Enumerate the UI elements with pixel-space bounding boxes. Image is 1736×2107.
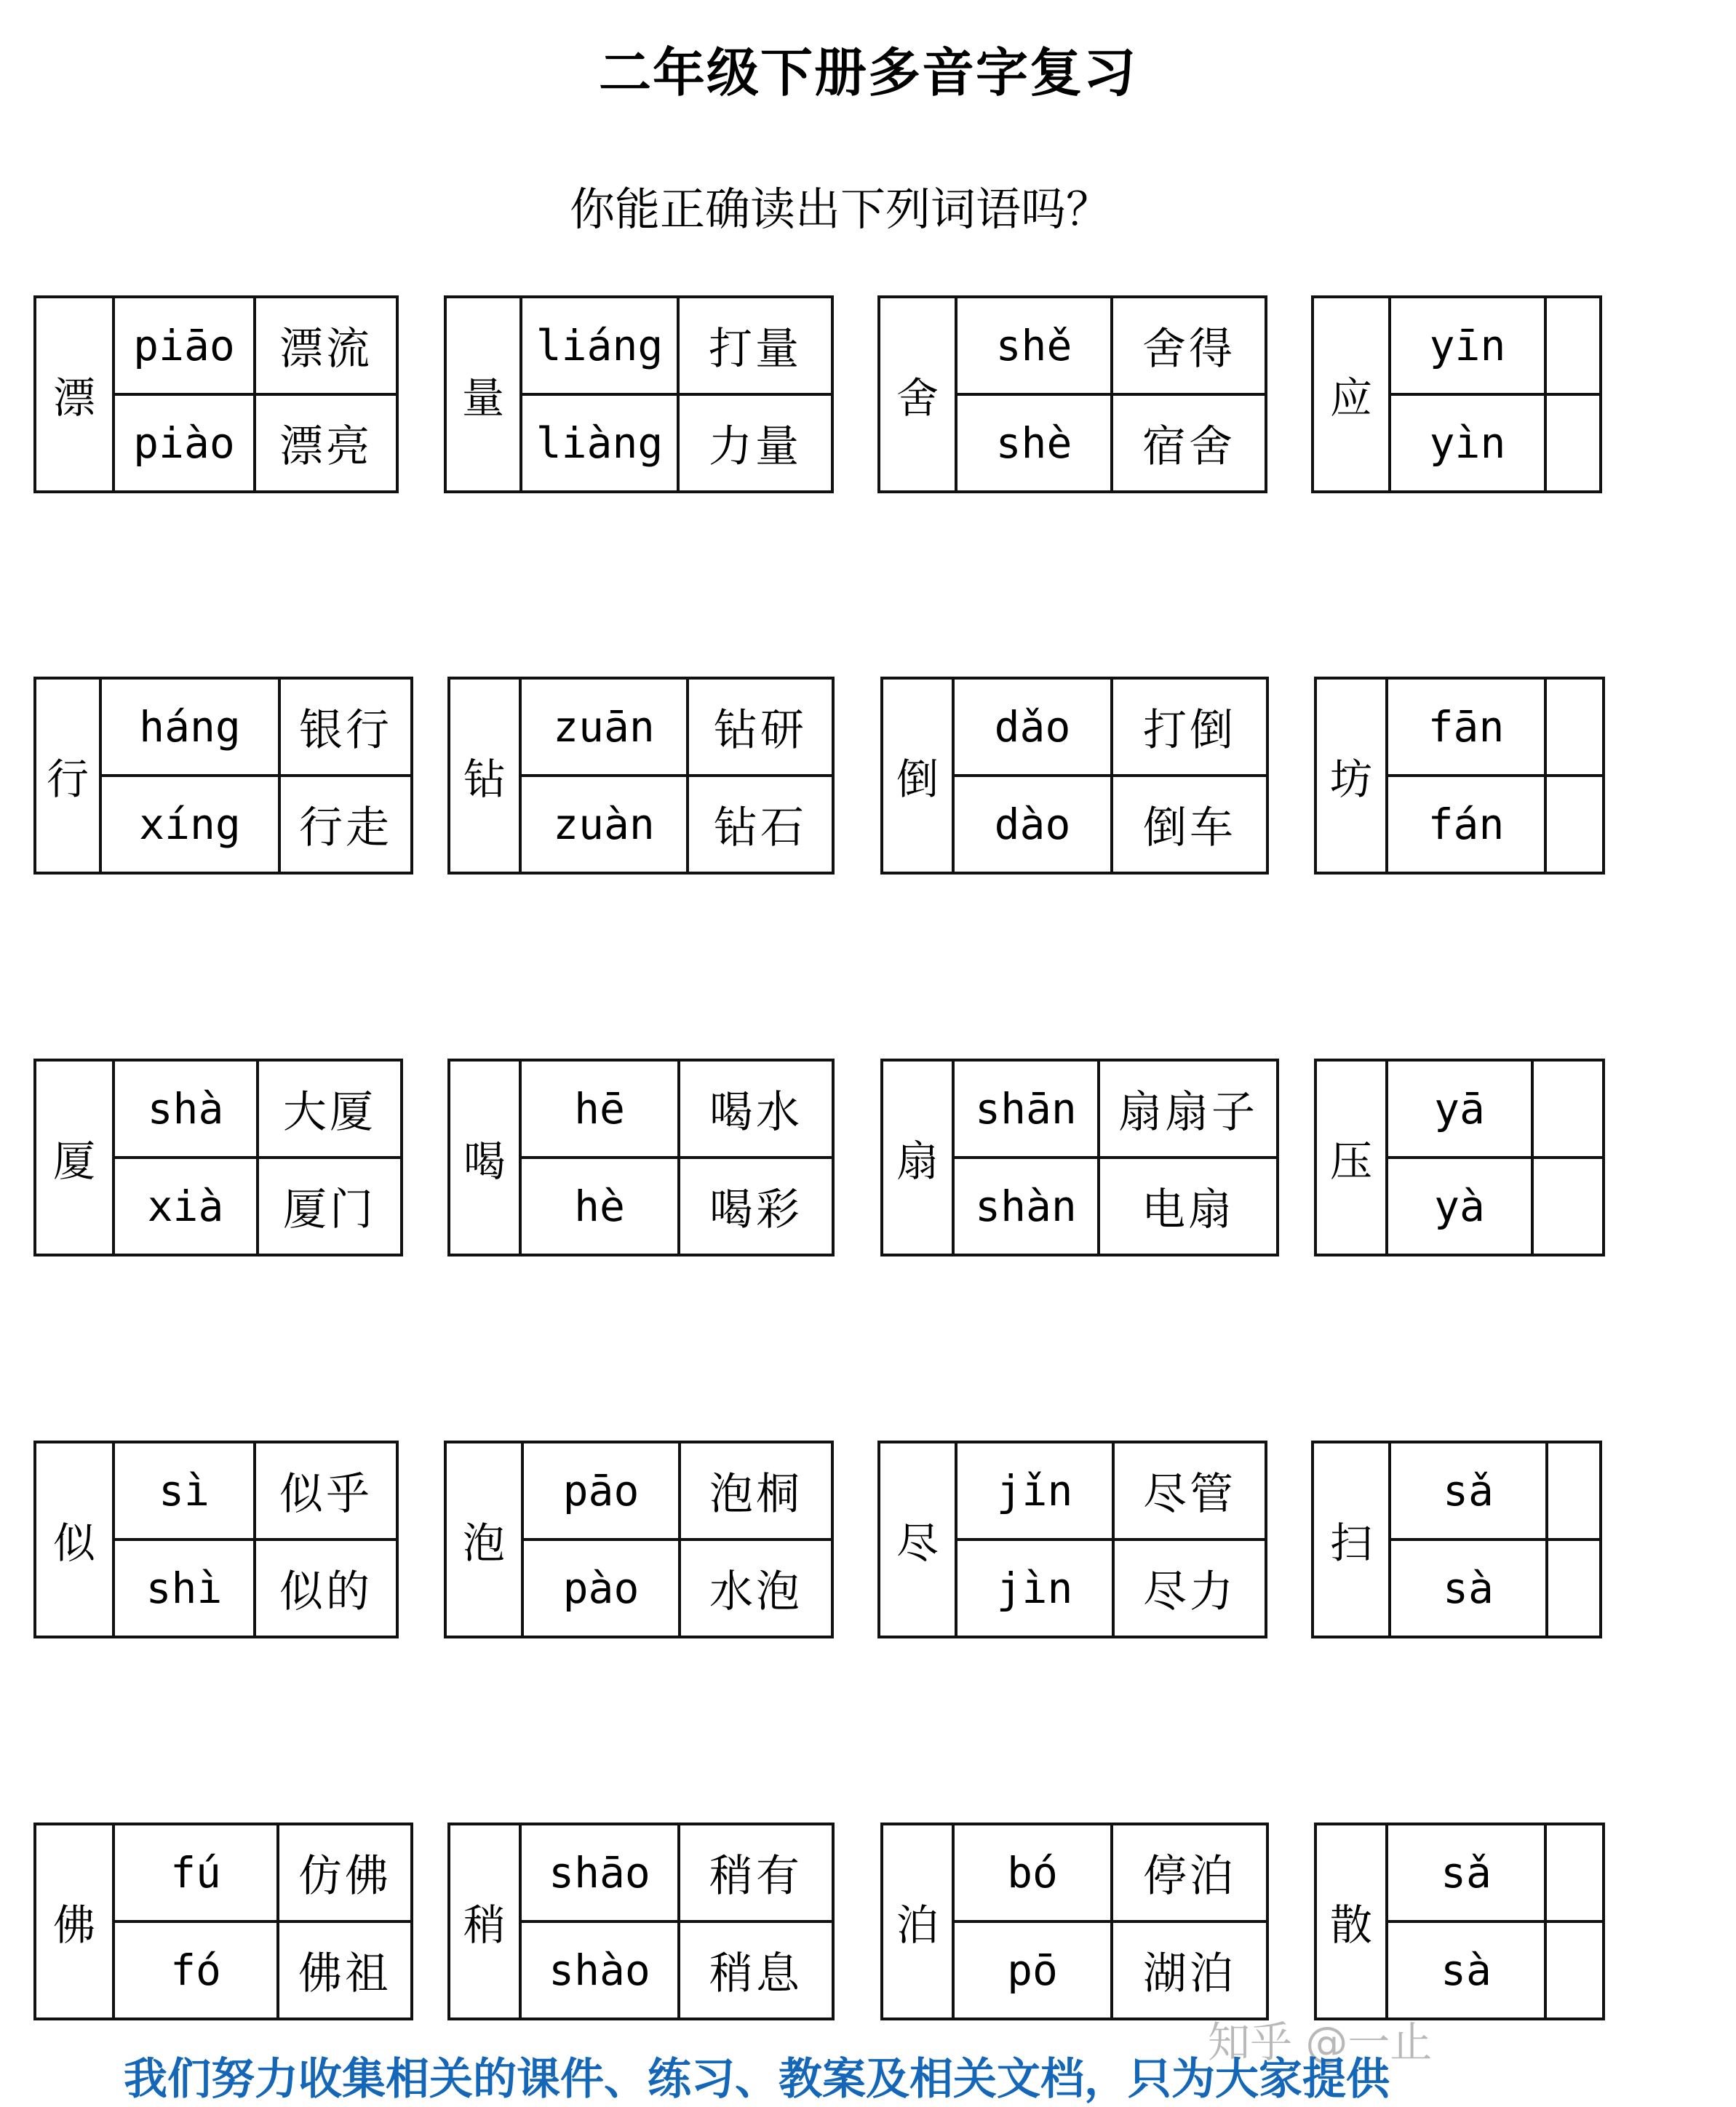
polyphone-card	[447, 1823, 835, 2020]
word-cell: 似的	[279, 1566, 373, 1617]
word-cell: 打倒	[1143, 705, 1236, 756]
pinyin-cell: sǎ	[1441, 1848, 1492, 1897]
pinyin-cell: piào	[133, 418, 235, 468]
pinyin-cell: yà	[1434, 1182, 1485, 1231]
word-cell: 仿佛	[298, 1851, 391, 1902]
polyphone-card	[1311, 1441, 1602, 1638]
polyphone-card	[880, 1059, 1279, 1256]
word-cell: 尽管	[1143, 1469, 1236, 1520]
polyphone-char: 坊	[1329, 754, 1372, 804]
word-cell: 喝水	[709, 1087, 803, 1138]
pinyin-cell: shì	[146, 1564, 223, 1613]
polyphone-card	[880, 1823, 1269, 2020]
polyphone-char: 钻	[463, 754, 506, 804]
word-cell: 漂亮	[279, 421, 373, 472]
polyphone-char: 喝	[463, 1136, 506, 1186]
polyphone-char: 漂	[52, 373, 95, 423]
polyphone-card	[444, 1441, 834, 1638]
page-title: 二年级下册多音字复习	[598, 42, 1137, 103]
word-cell	[1548, 1443, 1599, 1538]
word-cell: 似乎	[279, 1469, 373, 1520]
polyphone-card	[33, 1441, 399, 1638]
polyphone-card	[447, 677, 835, 875]
pinyin-cell: sà	[1443, 1564, 1494, 1613]
pinyin-cell: pō	[1007, 1945, 1058, 1995]
polyphone-card	[33, 295, 399, 493]
word-cell: 舍得	[1142, 324, 1235, 375]
pinyin-cell: shān	[975, 1084, 1077, 1134]
polyphone-card	[444, 295, 834, 493]
pinyin-cell: liáng	[535, 321, 664, 370]
polyphone-char: 舍	[896, 373, 939, 423]
word-cell: 尽力	[1143, 1566, 1236, 1617]
pinyin-cell: shě	[995, 321, 1072, 370]
word-cell: 行走	[299, 802, 392, 853]
word-cell: 力量	[709, 421, 802, 472]
word-cell: 打量	[709, 324, 802, 375]
polyphone-char: 量	[461, 373, 504, 423]
polyphone-char: 佛	[52, 1900, 95, 1950]
pinyin-cell: zuān	[553, 702, 655, 752]
word-cell: 倒车	[1143, 802, 1236, 853]
polyphone-card	[1311, 295, 1602, 493]
pinyin-cell: yā	[1434, 1084, 1485, 1134]
pinyin-cell: shàn	[975, 1182, 1077, 1231]
word-cell: 厦门	[283, 1184, 376, 1235]
word-cell: 电扇	[1142, 1184, 1235, 1235]
polyphone-char: 扫	[1329, 1518, 1372, 1568]
pinyin-cell: pāo	[562, 1466, 640, 1515]
word-cell: 稍有	[709, 1851, 803, 1902]
pinyin-cell: bó	[1007, 1848, 1058, 1897]
polyphone-card	[1314, 1059, 1605, 1256]
pinyin-cell: dǎo	[994, 702, 1071, 752]
pinyin-cell: fán	[1428, 800, 1505, 849]
pinyin-cell: sì	[159, 1466, 210, 1515]
word-cell: 湖泊	[1143, 1948, 1236, 1999]
polyphone-char: 厦	[52, 1136, 95, 1186]
word-cell	[1547, 1923, 1602, 2018]
word-cell	[1534, 1159, 1602, 1254]
word-cell	[1547, 1825, 1602, 1920]
pinyin-cell: sà	[1441, 1945, 1492, 1995]
pinyin-cell: shà	[147, 1084, 224, 1134]
pinyin-cell: fú	[170, 1848, 221, 1897]
word-cell: 大厦	[283, 1087, 376, 1138]
pinyin-cell: shāo	[549, 1848, 650, 1897]
word-cell	[1547, 298, 1599, 393]
pinyin-cell: xíng	[139, 800, 241, 849]
polyphone-char: 泡	[462, 1518, 505, 1568]
pinyin-cell: jìn	[996, 1564, 1073, 1613]
pinyin-cell: pào	[562, 1564, 640, 1613]
word-cell	[1534, 1062, 1602, 1156]
polyphone-card	[877, 1441, 1267, 1638]
pinyin-cell: liàng	[535, 418, 664, 468]
pinyin-cell: sǎ	[1443, 1466, 1494, 1515]
polyphone-card	[33, 1059, 403, 1256]
word-cell: 佛祖	[298, 1948, 391, 1999]
polyphone-char: 压	[1329, 1136, 1372, 1186]
pinyin-cell: fān	[1428, 702, 1505, 752]
watermark: 知乎 @一止	[1208, 2018, 1433, 2067]
pinyin-cell: yìn	[1429, 418, 1506, 468]
polyphone-char: 稍	[463, 1900, 506, 1950]
polyphone-char: 尽	[896, 1518, 939, 1568]
word-cell	[1547, 396, 1599, 490]
pinyin-cell: piāo	[133, 321, 235, 370]
polyphone-char: 扇	[896, 1136, 939, 1186]
pinyin-cell: hē	[574, 1084, 625, 1134]
pinyin-cell: shè	[995, 418, 1072, 468]
word-cell: 宿舍	[1142, 421, 1235, 472]
polyphone-card	[880, 677, 1269, 875]
word-cell: 银行	[299, 705, 392, 756]
polyphone-card	[1314, 1823, 1605, 2020]
pinyin-cell: xià	[147, 1182, 224, 1231]
word-cell	[1548, 1541, 1599, 1636]
word-cell: 喝彩	[709, 1184, 803, 1235]
pinyin-cell: zuàn	[553, 800, 655, 849]
pinyin-cell: dào	[994, 800, 1071, 849]
polyphone-card	[33, 677, 413, 875]
polyphone-card	[33, 1823, 413, 2020]
word-cell: 泡桐	[709, 1469, 803, 1520]
polyphone-card	[447, 1059, 835, 1256]
footer-note: 我们努力收集相关的课件、练习、教案及相关文档，只为大家提供	[124, 2054, 1390, 2105]
word-cell: 停泊	[1143, 1851, 1236, 1902]
pinyin-cell: jǐn	[996, 1466, 1073, 1515]
word-cell: 漂流	[279, 324, 373, 375]
pinyin-cell: yīn	[1429, 321, 1506, 370]
word-cell: 稍息	[709, 1948, 803, 1999]
polyphone-card	[877, 295, 1267, 493]
pinyin-cell: shào	[549, 1945, 650, 1995]
pinyin-cell: fó	[170, 1945, 221, 1995]
polyphone-char: 倒	[896, 754, 939, 804]
polyphone-char: 散	[1329, 1900, 1372, 1950]
polyphone-card	[1314, 677, 1605, 875]
word-cell: 水泡	[709, 1566, 803, 1617]
word-cell: 钻石	[714, 802, 807, 853]
page-subtitle: 你能正确读出下列词语吗？	[569, 183, 1111, 236]
polyphone-char: 行	[46, 754, 89, 804]
pinyin-cell: hè	[574, 1182, 625, 1231]
polyphone-char: 似	[52, 1518, 95, 1568]
word-cell: 扇扇子	[1118, 1087, 1258, 1138]
word-cell: 钻研	[714, 705, 807, 756]
word-cell	[1547, 680, 1602, 774]
pinyin-cell: háng	[139, 702, 241, 752]
polyphone-char: 泊	[896, 1900, 939, 1950]
polyphone-char: 应	[1329, 373, 1372, 423]
word-cell	[1547, 777, 1602, 872]
